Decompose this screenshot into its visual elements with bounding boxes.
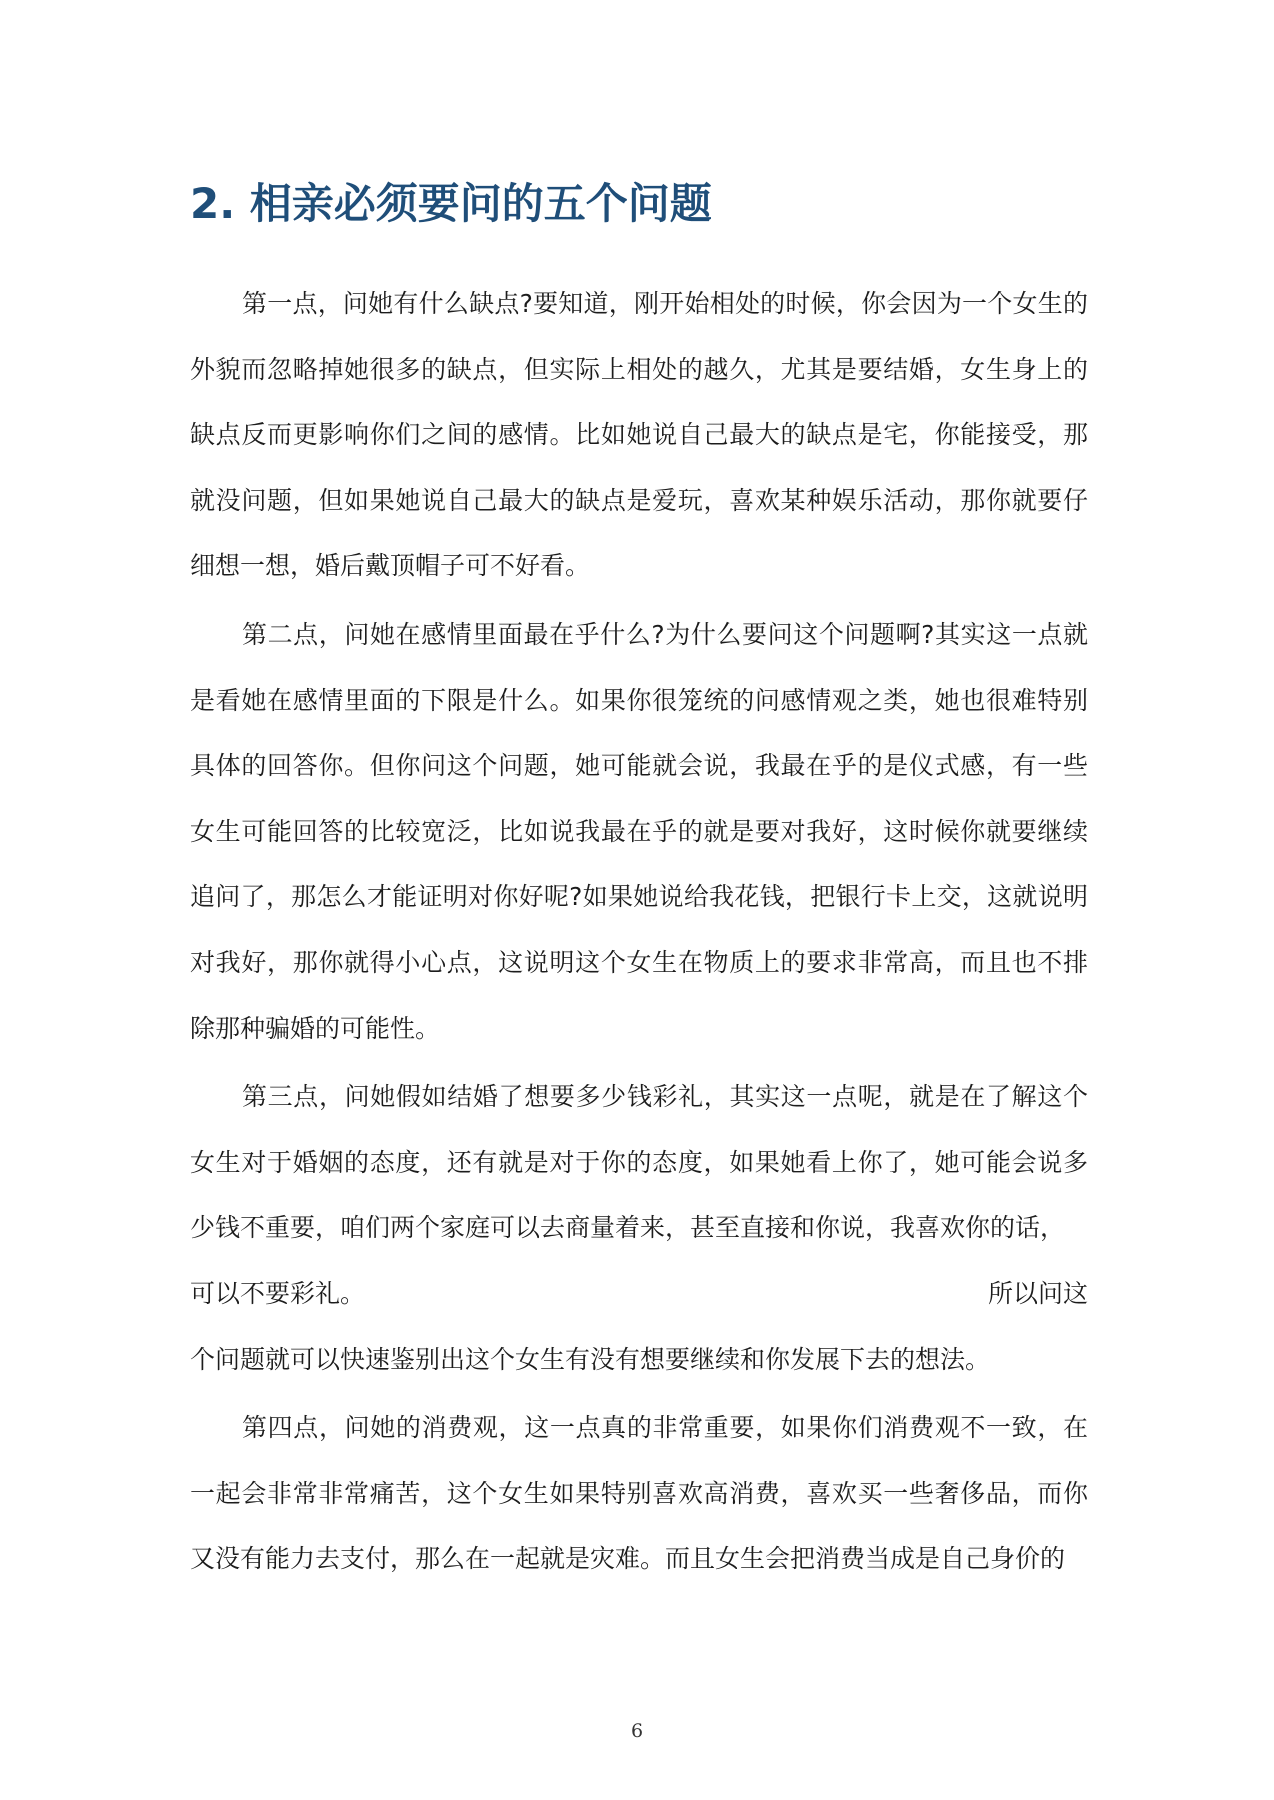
- paragraph-3-split-left: 可以不要彩礼。: [190, 1278, 366, 1308]
- paragraph-2: 第二点，问她在感情里面最在乎什么?为什么要问这个问题啊?其实这一点就是看她在感情里面的下限是什么。如果你很笼统的问感情观之类，她也很难特别具体的回答你。但你问这个问题，她可能就会说，我最在乎的是仪式感，有一些女生可能回答的比较宽泛，比如说我最在乎的就是要对我好，这时候你就要继续追问了，那怎么才能证明对你好呢?如果她说给我花钱，把银行卡上交，这就说明对我好，那你就得小心点，这说明这个女生在物质上的要求非常高，而且也不排除那种骗婚的可能性。: [190, 619, 1088, 1043]
- paragraph-4: 第四点，问她的消费观，这一点真的非常重要，如果你们消费观不一致，在一起会非常非常痛苦，这个女生如果特别喜欢高消费，喜欢买一些奢侈品，而你又没有能力去支付，那么在一起就是灾难。而且女生会把消费当成是自己身价的: [190, 1413, 1088, 1574]
- page-number: 6: [630, 1720, 644, 1742]
- paragraph-3-lead: 第三点，问她假如结婚了想要多少钱彩礼，其实这一点呢，就是在了解这个女生对于婚姻的态度，还有就是对于你的态度，如果她看上你了，她可能会说多少钱不重要，咱们两个家庭可以去商量着来，甚至直接和你说，我喜欢你的话，: [190, 1082, 1088, 1243]
- paragraph-3-tail: 个问题就可以快速鉴别出这个女生有没有想要继续和你发展下去的想法。: [190, 1344, 991, 1374]
- section-heading: 2. 相亲必须要问的五个问题: [190, 179, 712, 228]
- paragraph-3-split-line: [190, 1261, 1088, 1327]
- paragraph-1: 第一点，问她有什么缺点?要知道，刚开始相处的时候，你会因为一个女生的外貌而忽略掉她很多的缺点，但实际上相处的越久，尤其是要结婚，女生身上的缺点反而更影响你们之间的感情。比如她说自己最大的缺点是宅，你能接受，那就没问题，但如果她说自己最大的缺点是爱玩，喜欢某种娱乐活动，那你就要仔细想一想，婚后戴顶帽子可不好看。: [190, 289, 1088, 581]
- paragraph-3-split-right: 所以问这: [987, 1278, 1088, 1308]
- paragraph-3: [190, 1064, 1088, 1392]
- body-text: [190, 271, 1088, 1592]
